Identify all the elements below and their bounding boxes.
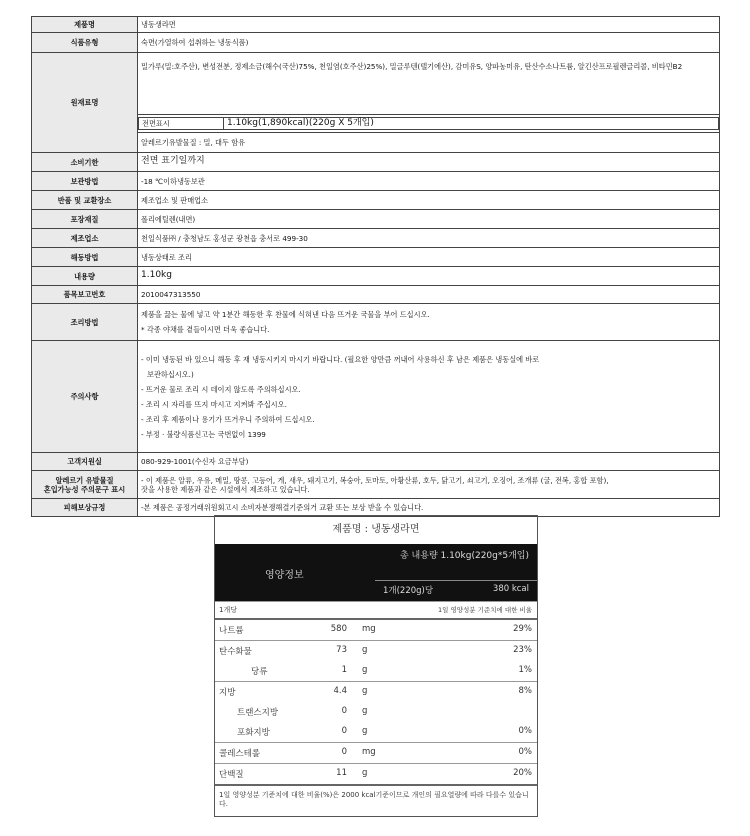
nutrition-heading: 영양정보 — [265, 570, 304, 581]
nutrient-value: 580 — [330, 624, 347, 634]
nutrient-row — [215, 640, 537, 661]
nutrient-unit: mg — [362, 747, 376, 757]
label-report: 품목보고번호 — [32, 286, 138, 304]
nutrition-header-divider — [375, 580, 537, 581]
nutrition-basis-right: 1일 영양성분 기준치에 대한 비율 — [437, 606, 532, 614]
nutrient-unit: g — [362, 645, 368, 655]
label-food-type: 식품유형 — [32, 33, 138, 53]
label-expiry: 소비기한 — [32, 153, 138, 172]
spec-row-ingredients — [32, 53, 720, 115]
label-allergy-cross-2: 혼입가능성 주의문구 표시 — [43, 484, 126, 494]
spec-row-report — [32, 286, 720, 304]
nutrient-value: 4.4 — [333, 686, 347, 696]
nutrition-basis-left: 1개당 — [219, 606, 237, 614]
value-compensation: -본 제품은 공정거래위원회고시 소비자분쟁해결기준의거 교환 또는 보상 받을 수 있습니다. — [138, 499, 720, 517]
label-compensation: 피해보상규정 — [32, 499, 138, 517]
value-thaw: 냉동상태로 조리 — [138, 248, 720, 267]
nutrient-name: 단백질 — [219, 770, 244, 780]
label-return: 반품 및 교환장소 — [32, 191, 138, 210]
spec-row-storage — [32, 172, 720, 191]
nutrient-row — [215, 681, 537, 702]
product-spec-table — [31, 16, 720, 517]
spec-row-thaw — [32, 248, 720, 267]
spec-row-support — [32, 453, 720, 471]
label-volume: 내용량 — [32, 267, 138, 286]
spec-row-compensation — [32, 499, 720, 517]
label-product-name: 제품명 — [32, 17, 138, 33]
nutrient-row — [215, 618, 537, 640]
nutrient-name: 탄수화물 — [219, 647, 252, 657]
nutrient-row — [215, 742, 537, 763]
value-ingredients: 밀가루(밀:호주산), 변성전분, 정제소금(해수(국산)75%, 천일염(호주산)25%), 밀글루텐(텔기에산), 감미유S, 양파농미유, 탄산수소나트륨, 알긴산프로필렌글리콜, 비타민B2 — [138, 53, 720, 115]
value-packaging: 폴리에틸렌(내면) — [138, 210, 720, 229]
allergy-cross-line-2: 잣을 사용한 제품과 같은 시설에서 제조하고 있습니다. — [141, 484, 310, 494]
nutrient-value: 0 — [341, 706, 347, 716]
nutrient-row — [215, 763, 537, 784]
value-maker: 천일식품㈜ / 충청남도 홍성군 광천읍 충서로 499-30 — [138, 229, 720, 248]
spec-row-cook — [32, 304, 720, 341]
nutrient-name: 당류 — [251, 667, 268, 677]
nutrition-total: 총 내용량 1.10kg(220g*5개입) — [400, 551, 529, 561]
nutrient-unit: g — [362, 726, 368, 736]
nutrient-name: 포화지방 — [237, 728, 270, 738]
value-food-type: 숙면(가열하여 섭취하는 냉동식품) — [138, 33, 720, 53]
spec-row-return — [32, 191, 720, 210]
nutrient-name: 지방 — [219, 688, 236, 698]
caution-line-1b: 보관하십시오.) — [147, 369, 194, 379]
nutrient-pct: 23% — [513, 645, 532, 655]
value-volume: 1.10kg — [138, 267, 720, 286]
caution-line-1: - 이미 냉동된 바 있으니 해동 후 재 냉동시키지 마시기 바랍니다. (필요한 양만큼 꺼내어 사용하신 후 남은 제품은 냉동실에 바로 — [141, 354, 540, 364]
nutrition-basis-row — [215, 601, 537, 618]
nutrient-value: 73 — [336, 645, 347, 655]
value-support: 080-929-1001(수신자 요금부담) — [138, 453, 720, 471]
nutrient-pct: 1% — [518, 665, 532, 675]
label-front-display: 전면표시 — [139, 117, 224, 129]
spec-row-packaging — [32, 210, 720, 229]
nutrition-footnote: 1일 영양성분 기준치에 대한 비율(%)은 2000 kcal기준이므로 개인의 필요열량에 따라 다를수 있습니다. — [215, 784, 537, 815]
caution-line-2: - 뜨거운 물로 조리 시 데이지 않도록 주의하십시오. — [141, 384, 301, 394]
label-thaw: 해동방법 — [32, 248, 138, 267]
nutrient-name: 트랜스지방 — [237, 708, 279, 718]
caution-line-5: - 부정 · 불량식품신고는 국번없이 1399 — [141, 429, 266, 439]
nutrient-row — [215, 722, 537, 742]
value-return: 제조업소 및 판매업소 — [138, 191, 720, 210]
spec-row-maker — [32, 229, 720, 248]
value-storage: -18 ℃이하냉동보관 — [138, 172, 720, 191]
nutrient-pct: 29% — [513, 624, 532, 634]
nutrient-pct: 20% — [513, 768, 532, 778]
nutrient-unit: mg — [362, 624, 376, 634]
value-content: 1.10kg(1,890kcal)(220g X 5개입) — [224, 117, 719, 129]
nutrient-value: 1 — [341, 665, 347, 675]
nutrient-row — [215, 702, 537, 722]
value-product-name: 냉동생라면 — [138, 17, 720, 33]
nutrient-row — [215, 661, 537, 681]
nutrient-pct: 8% — [518, 686, 532, 696]
nutrient-unit: g — [362, 706, 368, 716]
caution-line-4: - 조리 후 제품이나 용기가 뜨거우니 주의하여 드십시오. — [141, 414, 315, 424]
label-support: 고객지원실 — [32, 453, 138, 471]
nutrient-value: 11 — [336, 768, 347, 778]
spec-row-product-name — [32, 17, 720, 33]
nutrition-title: 제품명 : 냉동생라면 — [332, 524, 420, 535]
label-ingredients: 원재료명 — [32, 53, 138, 153]
nutrition-facts-panel — [214, 515, 538, 817]
value-report: 2010047313550 — [138, 286, 720, 304]
allergy-cross-line-1: - 이 제품은 알류, 우유, 메밀, 땅콩, 고등어, 게, 새우, 돼지고기, 복숭아, 토마토, 아황산류, 호두, 닭고기, 쇠고기, 오징어, 조개류 (굴, 전복, 홍합 포함), — [141, 475, 609, 485]
nutrient-pct: 0% — [518, 726, 532, 736]
nutrient-unit: g — [362, 665, 368, 675]
label-caution: 주의사항 — [32, 341, 138, 453]
spec-row-expiry — [32, 153, 720, 172]
spec-row-volume — [32, 267, 720, 286]
nutrient-unit: g — [362, 768, 368, 778]
nutrient-value: 0 — [341, 747, 347, 757]
spec-row-allergy-cross — [32, 471, 720, 499]
caution-line-3: - 조리 시 자리를 뜨지 마시고 지켜봐 주십시오. — [141, 399, 287, 409]
nutrition-header — [215, 544, 537, 601]
cook-line-1: 제품을 끓는 물에 넣고 약 1분간 해동한 후 찬물에 식혀낸 다음 뜨거운 국물을 부어 드십시오. — [141, 310, 430, 319]
label-storage: 보관방법 — [32, 172, 138, 191]
nutrient-name: 콜레스테롤 — [219, 749, 261, 759]
spec-row-food-type — [32, 33, 720, 53]
nutrition-kcal: 380 kcal — [492, 584, 529, 594]
label-maker: 제조업소 — [32, 229, 138, 248]
value-expiry: 전면 표기일까지 — [138, 153, 720, 172]
label-allergy-cross-1: 알레르기 유발물질 — [55, 475, 114, 485]
label-cook: 조리방법 — [32, 304, 138, 341]
nutrient-unit: g — [362, 686, 368, 696]
cook-line-2: * 각종 야채를 곁들이시면 더욱 좋습니다. — [141, 325, 270, 334]
value-allergy: 알레르기유발물질 : 밀, 대두 함유 — [138, 133, 720, 153]
nutrient-pct: 0% — [518, 747, 532, 757]
label-packaging: 포장재질 — [32, 210, 138, 229]
spec-row-caution — [32, 341, 720, 453]
nutrient-value: 0 — [341, 726, 347, 736]
nutrition-per-serving: 1개(220g)당 — [383, 586, 434, 596]
nutrient-name: 나트륨 — [219, 626, 244, 636]
